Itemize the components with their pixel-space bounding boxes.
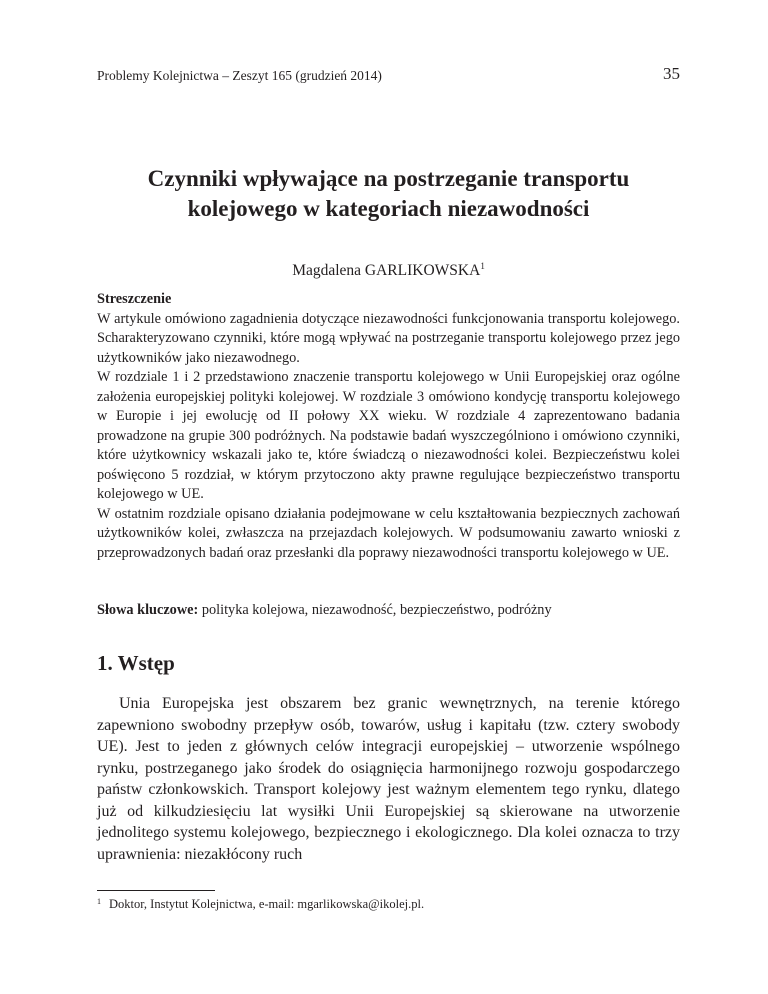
- footnote-mark: 1: [97, 897, 101, 906]
- title-line-2: kolejowego w kategoriach niezawodności: [187, 196, 590, 221]
- footnote: [97, 897, 680, 912]
- section-heading: 1. Wstęp: [97, 651, 175, 675]
- abstract-paragraph-1: W artykule omówiono zagadnienia dotyczące niezawodności funkcjonowania transportu kolejowego. Scharakteryzowano czynniki, które mogą wpływać na postrzeganie transportu kolejowego przez jego użytkowników jako niezawodnego.: [97, 310, 680, 366]
- footnote-text: Doktor, Instytut Kolejnictwa, e-mail: mgarlikowska@ikolej.pl.: [109, 897, 425, 911]
- article-title: [97, 164, 680, 224]
- page-number: 35: [663, 64, 680, 83]
- body-text: [97, 693, 680, 865]
- keywords-label: Słowa kluczowe:: [97, 602, 199, 618]
- author: [97, 261, 680, 280]
- abstract-paragraph-2: W rozdziale 1 i 2 przedstawiono znaczenie transportu kolejowego w Unii Europejskiej oraz ogólne założenia europejskiej polityki kolejowej. W rozdziale 3 omówiono kondycję transportu kolejowego w Europie i jej ewolucję od II połowy XX wieku. W rozdziale 4 zaprezentowano badania prowadzone na grupie 300 podróżnych. Na podstawie badań wyszczególniono i omówiono czynniki, które użytkownicy wskazali jako te, które świadczą o niezawodności kolei. Bezpieczeństwu kolei poświęcono 5 rozdział, w którym przytoczono akty prawne regulujące bezpieczeństwo transportu kolejowego w UE.: [97, 369, 680, 502]
- running-header: [97, 64, 680, 86]
- title-line-1: Czynniki wpływające na postrzeganie transportu: [147, 166, 630, 191]
- journal-title: Problemy Kolejnictwa – Zeszyt 165 (grudzień 2014): [97, 68, 382, 83]
- abstract: [97, 290, 680, 563]
- body-paragraph: Unia Europejska jest obszarem bez granic wewnętrznych, na terenie którego zapewniono swobodny przepływ osób, towarów, usług i kapitału (tzw. cztery swobody UE). Jest to jeden z głównych celów integracji europejskiej – utworzenie wspólnego rynku, postrzeganego jako środek do osiągnięcia harmonijnego rozwoju gospodarczego państw członkowskich. Transport kolejowy jest ważnym elementem tego rynku, dlatego już od kilkudziesięciu lat wysiłki Unii Europejskiej są skierowane na utworzenie jednolitego systemu kolejowego, bezpiecznego i ekologicznego. Dla kolei oznacza to trzy uprawnienia: niezakłócony ruch: [97, 695, 680, 863]
- author-name: Magdalena GARLIKOWSKA: [292, 262, 481, 279]
- footnote-rule: [97, 890, 215, 891]
- abstract-heading: Streszczenie: [97, 291, 172, 307]
- author-footnote-mark: 1: [480, 261, 485, 271]
- abstract-paragraph-3: W ostatnim rozdziale opisano działania podejmowane w celu kształtowania bezpiecznych zachowań użytkowników kolei, zwłaszcza na przejazdach kolejowych. W podsumowaniu zawarto wnioski z przeprowadzonych badań oraz przesłanki dla poprawy niezawodności transportu kolejowego w UE.: [97, 505, 680, 561]
- keywords: [97, 602, 680, 619]
- keywords-text: polityka kolejowa, niezawodność, bezpieczeństwo, podróżny: [198, 602, 552, 618]
